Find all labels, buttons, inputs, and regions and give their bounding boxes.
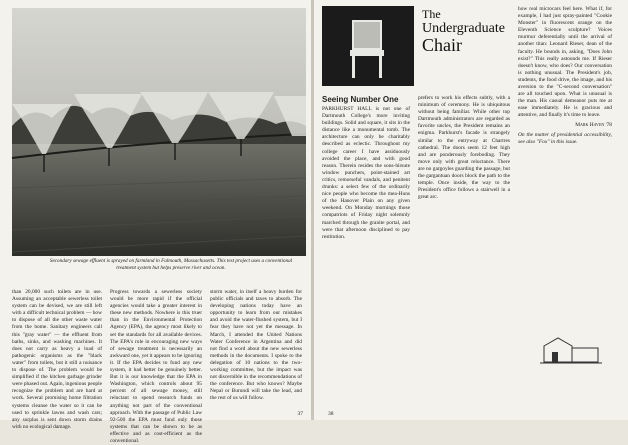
farmland-sprinkler-photo <box>12 8 306 256</box>
paragraph: than 20,000 such toilets are in use. Assuming an acceptable sewerless toilet system can be devised, we are still left with a difficult technical problem — how to dispose of all the other waste water from the home. Sanitary engineers call this "gray water" — the effluent from baths, sinks, and washing machines. It does not carry as heavy a load of pathogenic organisms as the "black water" from toilets, but it still a nuisance to dispose of. The problem would be simplified if the kitchen garbage grinder were phased out. Again, ingenious people recognize the problem and are hard at work. Several promising home filtration systems cleanse the water so it can be used to sprinkle lawns and wash cars; any surplus is sent down storm drains with no ecological damage. <box>12 289 102 430</box>
photo-illustration <box>12 8 306 256</box>
chair-photo <box>322 6 414 86</box>
section-title-line-1: The <box>422 7 441 21</box>
right-page <box>314 0 628 420</box>
article-heading: Seeing Number One <box>322 95 399 104</box>
right-column-3 <box>518 6 612 146</box>
paragraph: Progress towards a sewerless society would be more rapid if the official agencies would take a greater interest in these new methods. Nowhere is this truer than in the Environmental Protection Agency (EPA), the agency most likely to set the standards for all available devices. The EPA's role in encouraging new ways of sewage treatment is necessarily an awkward one, yet it appears to be ignoring it. If the EPA decides to fund any new system, it had better be genuinely better. But it is our knowledge that the EPA in Washington, which controls about 95 percent of all sewage money, still reluctant to spend research funds on anything not part of the conventional approach. With the passage of Public Law 92-500 the EPA must fund only those systems that can be shown to be as effective and as cost-efficient as the conventional. <box>110 289 202 444</box>
left-column-3 <box>210 289 302 403</box>
section-title-line-3: Chair <box>422 35 462 55</box>
section-title <box>422 8 514 55</box>
left-column-2 <box>110 289 202 445</box>
right-column-1 <box>322 95 410 241</box>
chair-illustration <box>322 6 414 86</box>
author-signature: Mark Haven '78 <box>575 121 612 128</box>
photo-caption: Secondary sewage effluent is sprayed on farmland in Falmouth, Massachusetts. This test project uses a conventional treatment system but helps preserve river and ocean. <box>49 258 293 271</box>
paragraph: how real microcars feel here. What if, for example, I had just spray-painted "Cookie Monster" in fluorescent orange on the Eleventh Science sculpture? Voices murmur deferentially until the arrival of another titan: Leonard Rieser, dean of the faculty. He bounds in, asking, "Does John exist?" This really astounds me. If Rieser doesn't know, who does? Our conversation is nothing unusual. The President's job, students, the food drive, the image, and his aversion to the "C-second conversation" are all touched upon. What is unusual is the man. His casual demeanor puts me at ease immediately. He is gracious and attentive, and finally it's time to leave. <box>518 6 612 119</box>
page-number: 37 <box>297 411 303 417</box>
section-title-line-2: Undergraduate <box>422 21 505 36</box>
left-column-1 <box>12 289 102 431</box>
left-page <box>0 0 311 444</box>
paragraph: PARKHURST HALL is not one of Dartmouth College's more inviting buildings. Solid and square, it sits in the distance like a monumental tomb. The architecture can only be charitably described as eclectic. Throughout my college career I have assiduously avoided the place, and with good reason. Therein resides the sons-hirsute window punchers, point-stained art critics, remorseful vandals, and penitent drunks: a select few of the ordinarily nice people who become the mea-Huns of the Hanover Plain on any given weekend. On Monday mornings those compatriots of Friday night solemnly marched through the granite portal, and were that afternoon disciplined to pay restitution. <box>322 106 410 240</box>
paragraph: prefers to work his effects subtly, with a minimum of ceremony. He is ubiquitous without being familiar. While other top Dartmouth administrators are regarded as favorite uncles, the President remains an enigma. Parkhurst's facade is strangely similar to the entryway at Chartres cathedral. The doors seem 12 feet high and are ponderously foreboding. They move only with great reluctance. There are no gargoyles guarding the passage, but the gargantuan doors block the path to the temple. Once inside, the way to the President's office follows a stairwell in a great arc. <box>418 95 510 201</box>
paragraph: storm water, in itself a heavy burden for public officials and taxes to absorb. The developing nations today have an opportunity to learn from our mistakes and avoid the water-flushed system, but I fear they have not yet the message. In March, I attended the United Nations Water Conference in Argentina and did not find a word about the new sewerless methods in the documents. I spoke to the delegation of 10 nations to the two-working committee, but the impact was not discernible in the recommendations of the conference. But who knows? Maybe Nepal or Burundi will take the lead, and the rest of us will follow. <box>210 289 302 402</box>
sidebar-text <box>3 6 11 126</box>
right-column-2 <box>418 95 510 201</box>
footnote: On the matter of presidential accessibility, see also "Fox" in this issue. <box>518 131 612 145</box>
page-number: 38 <box>328 411 334 417</box>
building-sketch <box>540 332 602 366</box>
